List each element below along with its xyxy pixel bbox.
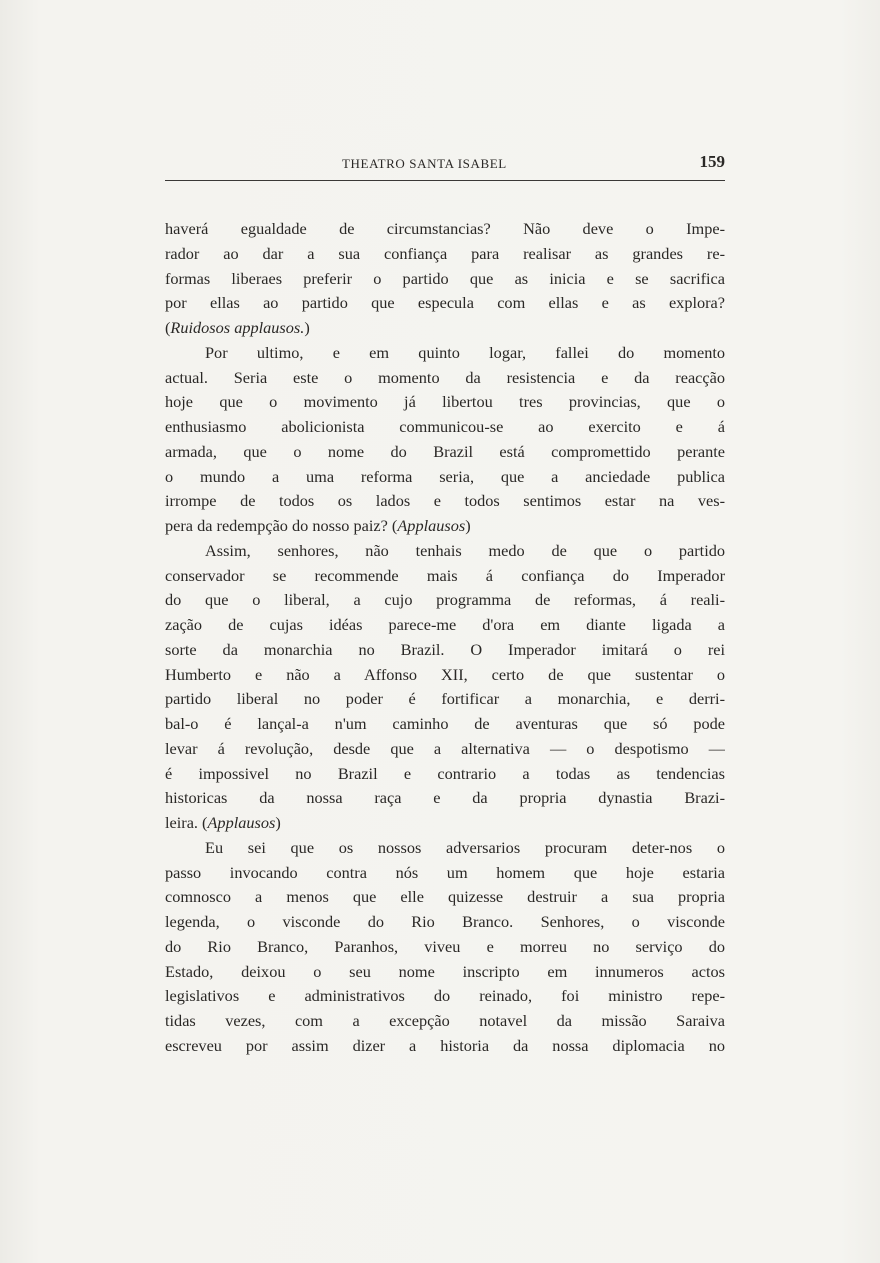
text-line: [165, 811, 725, 836]
text-segment: ): [465, 516, 471, 535]
text-line: [165, 712, 725, 737]
text-segment: irrompe de todos os lados e todos sentimos estar na ves-: [165, 491, 725, 511]
text-segment: leira. (: [165, 813, 208, 832]
text-line: [165, 267, 725, 292]
text-segment: legenda, o visconde do Rio Branco. Senhores, o visconde: [165, 912, 725, 931]
text-segment: ): [275, 813, 281, 832]
text-line: [165, 638, 725, 663]
body-text: [165, 217, 725, 1059]
text-segment: Eu sei que os nossos adversarios procuram deter-nos o: [205, 837, 725, 857]
text-line: [165, 465, 725, 490]
text-segment: actual. Seria este o momento da resistencia e da reacção: [165, 367, 725, 387]
text-line: [165, 861, 725, 886]
text-segment: hoje que o movimento já libertou tres provincias, que o: [165, 392, 725, 412]
text-line: [165, 984, 725, 1009]
text-segment: legislativos e administrativos do reinado, foi ministro repe-: [165, 986, 725, 1006]
page-header: [165, 150, 725, 180]
italic-aside: Applausos: [397, 516, 466, 535]
text-segment: tidas vezes, com a excepção notavel da missão Saraiva: [165, 1011, 725, 1030]
text-line: [165, 514, 725, 539]
text-line: [165, 885, 725, 910]
italic-aside: Applausos: [207, 813, 276, 832]
text-segment: (: [165, 318, 171, 337]
text-line: [165, 415, 725, 440]
page-number: 159: [699, 152, 725, 171]
text-segment: do Rio Branco, Paranhos, viveu e morreu no serviço do: [165, 936, 725, 956]
text-segment: do que o liberal, a cujo programma de reformas, á reali-: [165, 590, 725, 610]
text-segment: passo invocando contra nós um homem que hoje estaria: [165, 862, 725, 882]
text-segment: Estado, deixou o seu nome inscripto em innumeros actos: [165, 961, 725, 981]
text-line: [165, 663, 725, 688]
text-segment: enthusiasmo abolicionista communicou-se ao exercito e á: [165, 417, 725, 436]
text-line: [165, 341, 725, 366]
text-line: [165, 960, 725, 985]
header-rule: [165, 180, 725, 181]
text-segment: por ellas ao partido que especula com ellas e as explora?: [165, 293, 725, 313]
text-line: [165, 291, 725, 316]
text-segment: historicas da nossa raça e da propria dynastia Brazi-: [165, 788, 725, 808]
text-segment: conservador se recommende mais á confiança do Imperador: [165, 565, 725, 585]
text-line: [165, 935, 725, 960]
text-segment: Humberto e não a Affonso XII, certo de que sustentar o: [165, 664, 725, 684]
text-segment: haverá egualdade de circumstancias? Não deve o Impe-: [165, 219, 725, 238]
text-line: [165, 242, 725, 267]
text-line: [165, 687, 725, 712]
text-line: [165, 762, 725, 787]
text-line: [165, 440, 725, 465]
text-segment: escreveu por assim dizer a historia da nossa diplomacia no: [165, 1035, 725, 1055]
text-line: [165, 910, 725, 935]
text-line: [165, 366, 725, 391]
text-line: [165, 489, 725, 514]
text-segment: Por ultimo, e em quinto logar, fallei do momento: [205, 342, 725, 362]
text-segment: comnosco a menos que elle quizesse destruir a sua propria: [165, 887, 725, 907]
text-line: [165, 316, 725, 341]
text-segment: bal-o é lançal-a n'um caminho de aventuras que só pode: [165, 714, 725, 733]
text-line: [165, 786, 725, 811]
text-line: [165, 613, 725, 638]
text-line: [165, 1009, 725, 1034]
text-line: [165, 588, 725, 613]
text-line: [165, 217, 725, 242]
text-segment: partido liberal no poder é fortificar a monarchia, e derri-: [165, 689, 725, 709]
text-line: [165, 737, 725, 762]
text-segment: é impossivel no Brazil e contrario a todas as tendencias: [165, 763, 725, 783]
text-line: [165, 564, 725, 589]
text-line: [165, 1034, 725, 1059]
text-segment: formas liberaes preferir o partido que as inicia e se sacrifica: [165, 268, 725, 288]
text-segment: rador ao dar a sua confiança para realisar as grandes re-: [165, 243, 725, 263]
running-title: THEATRO SANTA ISABEL: [342, 156, 507, 171]
text-segment: levar á revolução, desde que a alternativa — o despotismo —: [165, 738, 725, 758]
text-segment: zação de cujas idéas parece-me d'ora em diante ligada a: [165, 615, 725, 634]
text-line: [165, 390, 725, 415]
text-segment: o mundo a uma reforma seria, que a anciedade publica: [165, 466, 725, 486]
text-line: [165, 836, 725, 861]
text-segment: armada, que o nome do Brazil está compromettido perante: [165, 441, 725, 461]
text-segment: Assim, senhores, não tenhais medo de que o partido: [205, 540, 725, 560]
text-segment: pera da redempção do nosso paiz? (: [165, 516, 398, 535]
italic-aside: Ruidosos applausos.: [170, 318, 305, 337]
text-segment: ): [304, 318, 310, 337]
text-line: [165, 539, 725, 564]
text-segment: sorte da monarchia no Brazil. O Imperador imitará o rei: [165, 639, 725, 659]
